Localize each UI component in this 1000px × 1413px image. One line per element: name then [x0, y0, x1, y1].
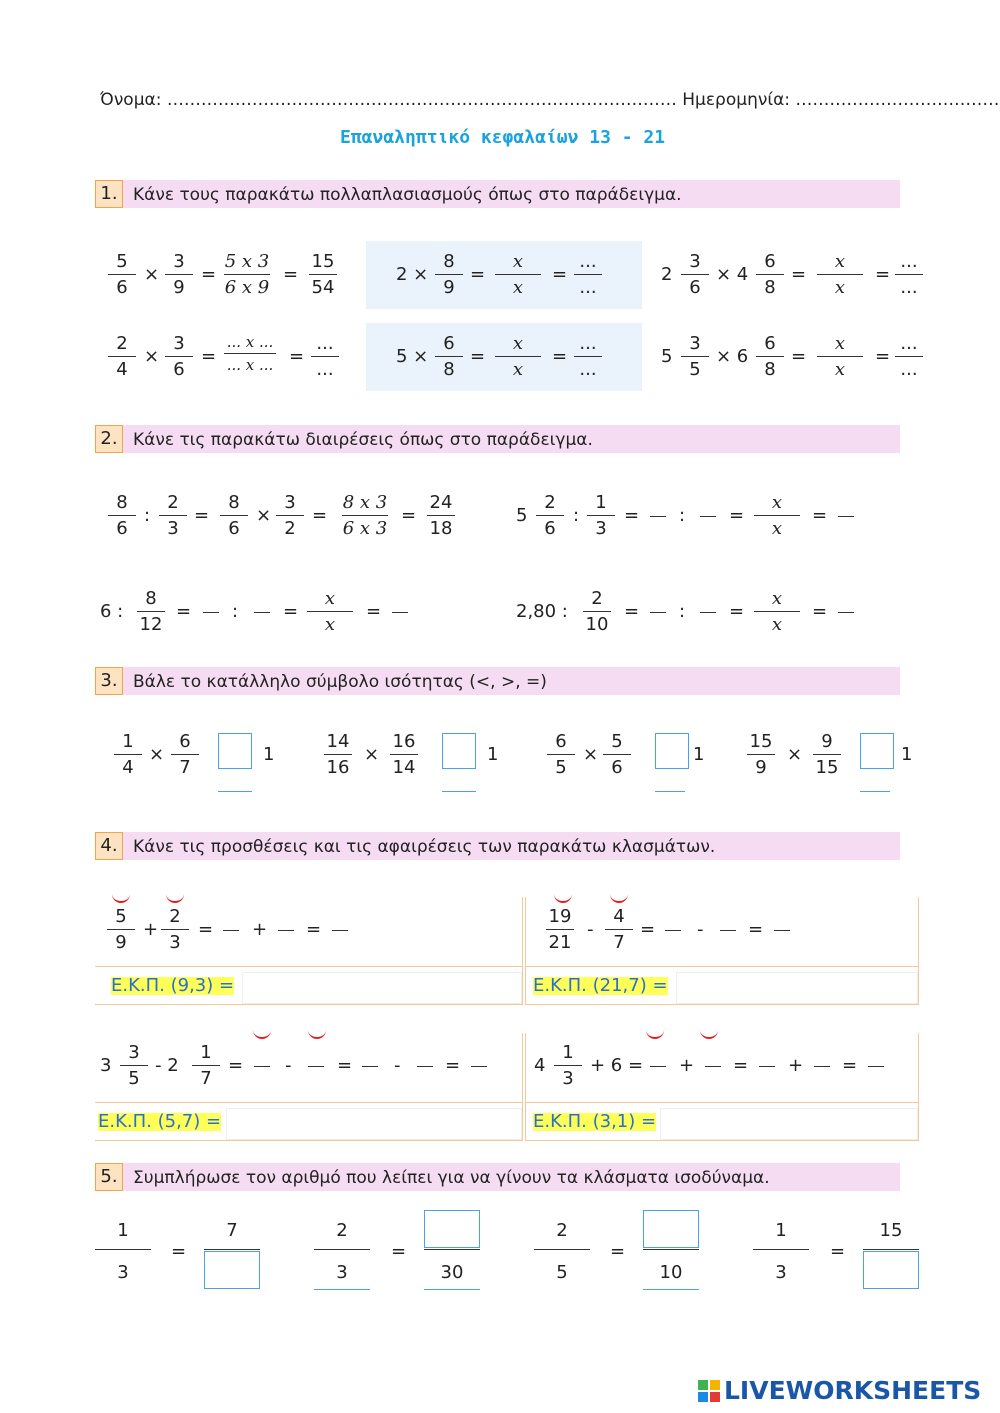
- answer-blank[interactable]: [203, 612, 219, 613]
- answer-blank[interactable]: [774, 930, 790, 931]
- fraction: 3 9: [161, 253, 197, 297]
- section-number: 2.: [95, 425, 123, 453]
- answer-fraction[interactable]: x x: [303, 590, 357, 634]
- fraction: 6 8: [752, 335, 788, 379]
- whole-number: 5: [516, 505, 528, 526]
- answer-blank[interactable]: [254, 612, 270, 613]
- answer-blank[interactable]: [650, 612, 666, 613]
- equals-sign: =: [729, 505, 745, 526]
- times-whole: × 4: [716, 264, 749, 285]
- divider: [525, 966, 919, 967]
- fraction: 24 18: [423, 494, 459, 538]
- equals-sign: =: [366, 601, 382, 622]
- equals-sign: =: [624, 505, 640, 526]
- fraction: 5 9: [103, 908, 139, 952]
- answer-underline: [424, 1289, 480, 1290]
- answer-blank[interactable]: [720, 930, 736, 931]
- equals-sign: =: [791, 264, 807, 285]
- equals-sign: =: [283, 601, 299, 622]
- comparison-input[interactable]: [218, 733, 252, 769]
- answer-fraction[interactable]: ... ...: [891, 253, 927, 297]
- comparison-input[interactable]: [442, 733, 476, 769]
- fraction-bar: [534, 1249, 590, 1250]
- fraction: 8 x 3 6 x 3: [342, 492, 388, 539]
- numerator: 1: [775, 1220, 787, 1241]
- answer-fraction[interactable]: ... ...: [307, 335, 343, 379]
- numerator: 7: [226, 1220, 238, 1241]
- numerator: 2: [556, 1220, 568, 1241]
- section-4-header: [95, 832, 900, 860]
- denominator: 3: [775, 1262, 787, 1283]
- times-sign: ×: [364, 744, 380, 765]
- equals-sign: =: [401, 505, 417, 526]
- lcm-label: Ε.Κ.Π. (9,3) =: [111, 975, 235, 996]
- denominator-input[interactable]: [204, 1251, 260, 1289]
- section-instruction: Συμπλήρωσε τον αριθμό που λείπει για να γίνουν τα κλάσματα ισοδύναμα.: [133, 1168, 770, 1188]
- divide-sign: :: [679, 601, 686, 622]
- answer-fraction[interactable]: ... x ... ... x ...: [220, 335, 280, 373]
- whole-divide: 2,80 :: [516, 601, 568, 622]
- answer-fraction[interactable]: x x: [491, 335, 545, 379]
- section-number: 1.: [95, 180, 123, 208]
- fraction: 3 6: [161, 335, 197, 379]
- comparison-input[interactable]: [860, 733, 894, 769]
- answer-underline: [655, 791, 685, 792]
- times-sign: ×: [144, 264, 160, 285]
- equals-sign: =: [470, 264, 486, 285]
- fraction: 5 6: [104, 253, 140, 297]
- divide-sign: :: [679, 505, 686, 526]
- section-1-header: [95, 180, 900, 208]
- equals-sign: =: [201, 346, 217, 367]
- fraction: 16 14: [386, 733, 422, 777]
- fraction: 1 3: [583, 494, 619, 538]
- answer-blank[interactable]: [700, 612, 716, 613]
- plus-sign: +: [679, 1055, 695, 1076]
- answer-fraction[interactable]: ... ...: [570, 253, 606, 297]
- fraction: 3 6: [677, 253, 713, 297]
- lcm-label: Ε.Κ.Π. (5,7) =: [98, 1111, 222, 1132]
- fraction: 15 54: [305, 253, 341, 297]
- answer-blank[interactable]: [278, 930, 294, 931]
- divide-sign: :: [144, 505, 151, 526]
- divide-sign: :: [573, 505, 580, 526]
- fraction: 1 7: [188, 1044, 224, 1088]
- fraction: 6 7: [167, 733, 203, 777]
- answer-blank[interactable]: [650, 516, 666, 517]
- compare-value: 1: [693, 744, 705, 765]
- times-whole: × 6: [716, 346, 749, 367]
- equals-sign: =: [171, 1241, 187, 1262]
- equals-sign: =: [791, 346, 807, 367]
- times-sign: ×: [256, 505, 272, 526]
- denominator: 3: [336, 1262, 348, 1283]
- whole-times: 2 ×: [396, 264, 429, 285]
- numerator: 2: [336, 1220, 348, 1241]
- answer-blank[interactable]: [814, 1066, 830, 1067]
- fraction-bar: [643, 1249, 699, 1250]
- answer-blank[interactable]: [868, 1066, 884, 1067]
- answer-blank[interactable]: [254, 1066, 270, 1067]
- whole-number: 3: [100, 1055, 112, 1076]
- equals-sign: =: [733, 1055, 749, 1076]
- answer-fraction[interactable]: ... ...: [570, 335, 606, 379]
- fraction: 2 10: [579, 590, 615, 634]
- fraction: 2 4: [104, 335, 140, 379]
- plus-sign: +: [788, 1055, 804, 1076]
- equals-sign: =: [337, 1055, 353, 1076]
- answer-underline: [218, 791, 252, 792]
- equals-sign: =: [610, 1241, 626, 1262]
- fraction: 2 6: [532, 494, 568, 538]
- answer-blank[interactable]: [362, 1066, 378, 1067]
- denominator: 5: [556, 1262, 568, 1283]
- equals-sign: =: [312, 505, 328, 526]
- answer-blank[interactable]: [759, 1066, 775, 1067]
- fraction: 1 3: [550, 1044, 586, 1088]
- answer-fraction[interactable]: x x: [813, 253, 867, 297]
- whole-number: 4: [534, 1055, 546, 1076]
- fraction-bar: [314, 1249, 370, 1250]
- compare-value: 1: [487, 744, 499, 765]
- section-instruction: Βάλε το κατάλληλο σύμβολο ισότητας (<, >, =): [133, 672, 547, 692]
- denominator: 10: [659, 1262, 683, 1283]
- plus-sign: +: [252, 919, 268, 940]
- fraction: 2 3: [155, 494, 191, 538]
- fraction: 3 2: [272, 494, 308, 538]
- equals-sign: =: [391, 1241, 407, 1262]
- fraction: 2 3: [157, 908, 193, 952]
- denominator-input[interactable]: [863, 1251, 919, 1289]
- compare-value: 1: [263, 744, 275, 765]
- times-sign: ×: [144, 346, 160, 367]
- equals-sign: =: [201, 264, 217, 285]
- minus-sign: -: [587, 919, 594, 940]
- answer-blank[interactable]: [471, 1066, 487, 1067]
- equals-sign: =: [624, 601, 640, 622]
- answer-fraction[interactable]: x x: [813, 335, 867, 379]
- equals-sign: =: [194, 505, 210, 526]
- answer-blank[interactable]: [838, 516, 854, 517]
- equals-sign: =: [640, 919, 656, 940]
- fraction: 4 7: [601, 908, 637, 952]
- fraction: 3 5: [677, 335, 713, 379]
- fraction-bar: [753, 1249, 809, 1250]
- fraction-bar: [424, 1249, 480, 1250]
- plus-whole: + 6 =: [590, 1055, 644, 1076]
- fraction: 8 6: [104, 494, 140, 538]
- denominator: 3: [117, 1262, 129, 1283]
- answer-blank[interactable]: [332, 930, 348, 931]
- answer-fraction[interactable]: x x: [491, 253, 545, 297]
- numerator: 15: [879, 1220, 903, 1241]
- equals-sign: =: [875, 264, 891, 285]
- minus-sign: -: [394, 1055, 401, 1076]
- fraction: 8 9: [431, 253, 467, 297]
- fraction: 3 5: [116, 1044, 152, 1088]
- section-number: 5.: [95, 1163, 123, 1191]
- divider: [95, 1102, 523, 1103]
- numerator-input[interactable]: [424, 1210, 480, 1248]
- fraction: 8 6: [216, 494, 252, 538]
- equals-sign: =: [470, 346, 486, 367]
- section-number: 3.: [95, 667, 123, 695]
- whole-number: 5: [661, 346, 673, 367]
- section-3-header: [95, 667, 900, 695]
- fraction: 14 16: [320, 733, 356, 777]
- fraction: 8 12: [133, 590, 169, 634]
- equals-sign: =: [306, 919, 322, 940]
- section-instruction: Κάνε τους παρακάτω πολλαπλασιασμούς όπως στο παράδειγμα.: [133, 185, 682, 205]
- answer-blank[interactable]: [223, 930, 239, 931]
- equals-sign: =: [176, 601, 192, 622]
- equals-sign: =: [289, 346, 305, 367]
- equals-sign: =: [729, 601, 745, 622]
- answer-blank[interactable]: [700, 516, 716, 517]
- answer-blank[interactable]: [650, 1066, 666, 1067]
- denominator: 30: [440, 1262, 464, 1283]
- equals-sign: =: [445, 1055, 461, 1076]
- answer-blank[interactable]: [392, 612, 408, 613]
- divider: [525, 1102, 919, 1103]
- fraction: 5 6: [599, 733, 635, 777]
- equals-sign: =: [830, 1241, 846, 1262]
- name-date-line: Όνομα: ……………………………………………………………………………… Ημερομηνία: ………………………………: [100, 90, 1000, 110]
- equals-sign: =: [748, 919, 764, 940]
- lcm-label: Ε.Κ.Π. (21,7) =: [533, 975, 668, 996]
- minus-sign: -: [697, 919, 704, 940]
- equals-sign: =: [842, 1055, 858, 1076]
- answer-blank[interactable]: [665, 930, 681, 931]
- divide-sign: :: [232, 601, 239, 622]
- answer-blank[interactable]: [705, 1066, 721, 1067]
- numerator: 1: [117, 1220, 129, 1241]
- answer-blank[interactable]: [838, 612, 854, 613]
- times-sign: ×: [787, 744, 803, 765]
- fraction: 1 4: [110, 733, 146, 777]
- section-2-header: [95, 425, 900, 453]
- equals-sign: =: [812, 601, 828, 622]
- whole-times: 5 ×: [396, 346, 429, 367]
- equals-sign: =: [198, 919, 214, 940]
- compare-value: 1: [901, 744, 913, 765]
- fraction-bar: [95, 1249, 151, 1250]
- fraction-bar: [204, 1249, 260, 1250]
- equals-sign: =: [812, 505, 828, 526]
- fraction: 19 21: [542, 908, 578, 952]
- plus-sign: +: [143, 919, 159, 940]
- whole-divide: 6 :: [100, 601, 124, 622]
- answer-underline: [860, 791, 890, 792]
- equals-sign: =: [228, 1055, 244, 1076]
- minus-whole: - 2: [155, 1055, 179, 1076]
- lcm-input[interactable]: [660, 1108, 918, 1140]
- answer-underline: [314, 1289, 370, 1290]
- answer-blank[interactable]: [308, 1066, 324, 1067]
- equals-sign: =: [875, 346, 891, 367]
- answer-underline: [442, 791, 476, 792]
- answer-blank[interactable]: [417, 1066, 433, 1067]
- section-instruction: Κάνε τις παρακάτω διαιρέσεις όπως στο παράδειγμα.: [133, 430, 593, 450]
- equals-sign: =: [552, 346, 568, 367]
- fraction: 6 5: [543, 733, 579, 777]
- times-sign: ×: [149, 744, 165, 765]
- section-5-header: [95, 1163, 900, 1191]
- answer-underline: [643, 1289, 699, 1290]
- whole-number: 2: [661, 264, 673, 285]
- fraction-bar: [863, 1249, 919, 1250]
- minus-sign: -: [285, 1055, 292, 1076]
- brand-logo: LIVEWORKSHEETS: [724, 1376, 982, 1405]
- answer-fraction[interactable]: x x: [750, 590, 804, 634]
- numerator-input[interactable]: [643, 1210, 699, 1248]
- times-sign: ×: [583, 744, 599, 765]
- fraction: 15 9: [743, 733, 779, 777]
- lcm-label: Ε.Κ.Π. (3,1) =: [533, 1111, 657, 1132]
- fraction: 6 8: [431, 335, 467, 379]
- equals-sign: =: [283, 264, 299, 285]
- divider: [95, 966, 523, 967]
- answer-fraction[interactable]: ... ...: [891, 335, 927, 379]
- answer-fraction[interactable]: x x: [750, 494, 804, 538]
- section-number: 4.: [95, 832, 123, 860]
- comparison-input[interactable]: [655, 733, 689, 769]
- fraction: 6 8: [752, 253, 788, 297]
- fraction: 9 15: [809, 733, 845, 777]
- fraction: 5 x 3 6 x 9: [224, 251, 270, 298]
- lcm-input[interactable]: [226, 1108, 522, 1140]
- section-instruction: Κάνε τις προσθέσεις και τις αφαιρέσεις των παρακάτω κλασμάτων.: [133, 837, 716, 857]
- equals-sign: =: [552, 264, 568, 285]
- lcm-input[interactable]: [242, 972, 522, 1004]
- lcm-input[interactable]: [676, 972, 918, 1004]
- liveworksheets-logo-icon: [698, 1380, 720, 1402]
- worksheet-title: Επαναληπτικό κεφαλαίων 13 - 21: [340, 127, 666, 148]
